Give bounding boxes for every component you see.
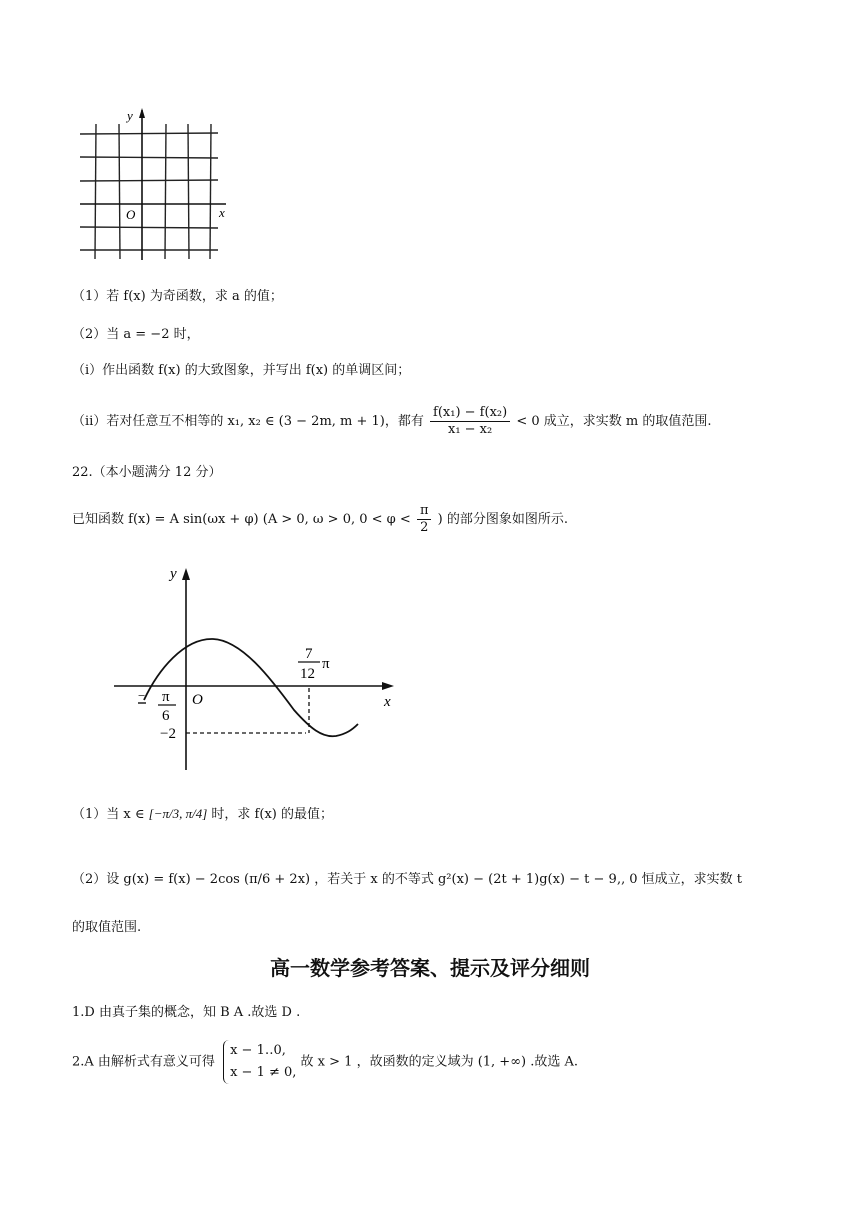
min-value-label: −2 — [160, 726, 176, 742]
q21-part-ii — [72, 402, 711, 442]
fraction-denominator: 2 — [420, 520, 429, 535]
q22-stem-tail: 的部分图象如图所示. — [446, 512, 568, 527]
graph-origin-label: O — [192, 692, 203, 708]
right-tick-numerator: 7 — [305, 646, 313, 662]
q22-stem-close: ) — [437, 512, 443, 527]
q22-part1-text-b: 时，求 f(x) 的最值； — [211, 807, 333, 822]
q21-part2: （2）当 a = −2 时， — [72, 327, 200, 342]
q21-part-ii-text-a: （ⅱ）若对任意互不相等的 x₁, x₂ ∈ (3 − 2m, m + 1)，都有 — [72, 414, 424, 429]
q22-part1 — [72, 794, 333, 835]
q22-stem — [72, 500, 568, 540]
q21-part-ii-text-b: < 0 成立，求实数 m 的取值范围. — [516, 414, 712, 429]
q21-part1: （1）若 f(x) 为奇函数，求 a 的值； — [72, 289, 283, 304]
right-tick-pi: π — [322, 656, 330, 672]
answer-2-case-2: x − 1 ≠ 0, — [230, 1065, 297, 1080]
sine-curve — [144, 639, 358, 736]
answer-2-text-b: 故 x > 1 ，故函数的定义域为 (1, +∞) .故选 A. — [300, 1054, 579, 1070]
left-tick-denominator: 6 — [162, 708, 170, 724]
sine-graph-figure — [100, 560, 410, 780]
graph-y-label: y — [170, 566, 177, 582]
grid-figure — [70, 104, 240, 264]
q21-part-i: （ⅰ）作出函数 f(x) 的大致图象，并写出 f(x) 的单调区间； — [72, 363, 411, 378]
fraction-numerator: π — [417, 503, 432, 520]
answer-2-text-a: 2.A 由解析式有意义可得 — [72, 1054, 215, 1070]
fraction-denominator: x₁ − x₂ — [447, 422, 493, 437]
q22-part2-text-a: （2）设 g(x) = f(x) − 2cos — [72, 872, 240, 887]
left-tick-minus: − — [138, 688, 146, 703]
q22-part1-text-a: （1）当 x ∈ — [72, 807, 145, 822]
q22-part2-text-b: ，若关于 x 的不等式 g²(x) − (2t + 1)g(x) − t − 9‚‚ 0 恒成立，求实数 t — [314, 872, 742, 887]
q22-part2-argument: (π/6 + 2x) — [244, 872, 311, 887]
graph-x-label: x — [384, 694, 391, 710]
right-tick-denominator: 12 — [300, 666, 315, 682]
q21-part-ii-fraction — [430, 405, 510, 438]
q22-stem-function: 已知函数 f(x) = A sin(ωx + φ) — [72, 512, 259, 527]
q22-stem-fraction — [417, 503, 432, 536]
q22-part1-interval: [−π/3, π/4] — [148, 806, 208, 821]
q22-part2-continuation: 的取值范围. — [72, 920, 142, 935]
grid-y-label: y — [127, 108, 133, 123]
answers-title: 高一数学参考答案、提示及评分细则 — [270, 956, 590, 980]
grid-origin-label: O — [126, 207, 136, 222]
fraction-numerator: f(x₁) − f(x₂) — [430, 405, 510, 422]
q22-header: 22.（本小题满分 12 分） — [72, 465, 222, 480]
answer-2-case-1: x − 1‥0, — [230, 1043, 286, 1058]
q22-part2 — [72, 860, 742, 900]
q22-stem-condition: (A > 0, ω > 0, 0 < φ < — [262, 512, 411, 527]
answer-1: 1.D 由真子集的概念，知 B A .故选 D . — [72, 1005, 301, 1020]
grid-x-label: x — [219, 205, 225, 220]
answer-2-system — [223, 1040, 296, 1084]
answer-2 — [72, 1040, 578, 1085]
left-tick-numerator: π — [162, 689, 170, 705]
